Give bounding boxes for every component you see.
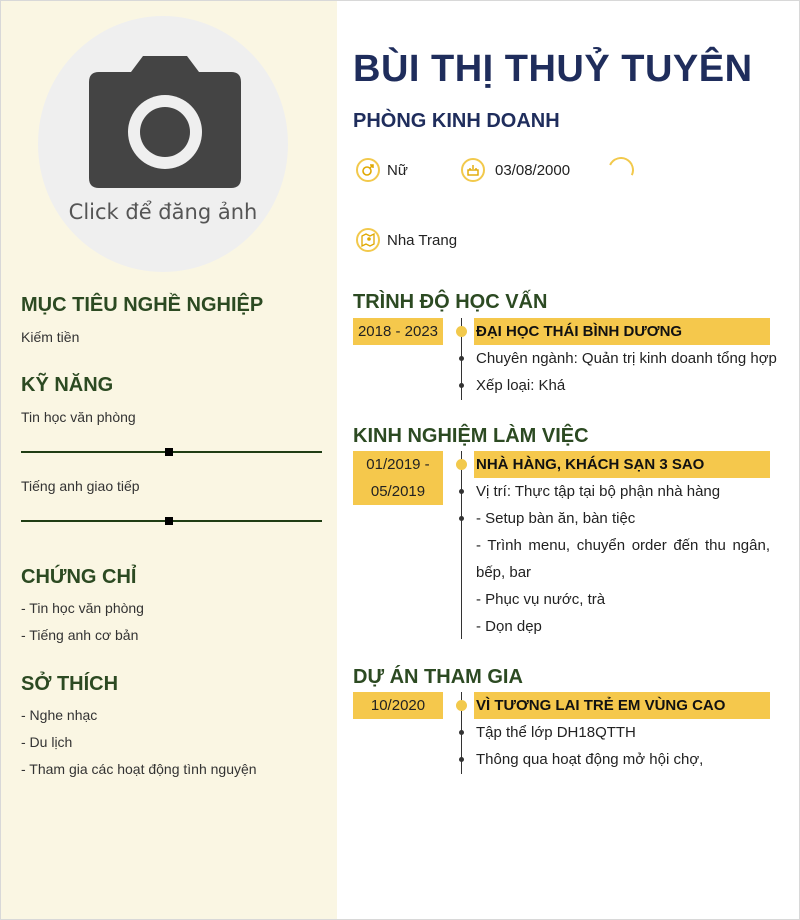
skill-level-bar: [21, 520, 322, 522]
timeline-marker: [456, 700, 467, 711]
certificates-heading: CHỨNG CHỈ: [21, 566, 137, 588]
project-detail: Thông qua hoạt động mở hội chợ,: [476, 751, 704, 768]
skill-level-knob[interactable]: [165, 448, 173, 456]
experience-heading: KINH NGHIỆM LÀM VIỆC: [353, 425, 589, 447]
timeline-marker: [456, 459, 467, 470]
birthday-value: 03/08/2000: [495, 162, 571, 179]
hobby-item: - Nghe nhạc: [21, 707, 98, 723]
upload-photo-label: Click để đăng ảnh: [68, 200, 258, 224]
experience-detail: - Trình menu, chuyển order đến thu ngân,: [476, 537, 770, 554]
project-title: VÌ TƯƠNG LAI TRẺ EM VÙNG CAO: [474, 692, 770, 719]
skill-level-bar: [21, 451, 322, 453]
experience-company: NHÀ HÀNG, KHÁCH SẠN 3 SAO: [474, 451, 770, 478]
experience-detail: bếp, bar: [476, 564, 532, 581]
experience-date: [353, 451, 443, 505]
phone-icon: [604, 153, 637, 186]
skill-label: Tin học văn phòng: [21, 409, 136, 425]
timeline-bullet: [459, 757, 464, 762]
skills-heading: KỸ NĂNG: [21, 374, 114, 396]
candidate-name: BÙI THỊ THUỶ TUYÊN: [353, 48, 753, 90]
avatar-upload[interactable]: [38, 16, 288, 272]
experience-detail: - Dọn dẹp: [476, 618, 542, 635]
objective-heading: MỤC TIÊU NGHỀ NGHIỆP: [21, 294, 264, 316]
timeline-bullet: [459, 356, 464, 361]
experience-detail: Vị trí: Thực tập tại bộ phận nhà hàng: [476, 483, 721, 500]
location-map-icon: [356, 228, 380, 252]
certificate-item: - Tin học văn phòng: [21, 600, 144, 616]
education-school: ĐẠI HỌC THÁI BÌNH DƯƠNG: [474, 318, 770, 345]
hobby-item: - Du lịch: [21, 734, 73, 750]
project-date: 10/2020: [353, 692, 443, 719]
objective-text: Kiếm tiền: [21, 329, 80, 345]
education-heading: TRÌNH ĐỘ HỌC VẤN: [353, 291, 548, 313]
education-date: 2018 - 2023: [353, 318, 443, 345]
certificate-item: - Tiếng anh cơ bản: [21, 627, 139, 643]
timeline-bullet: [459, 516, 464, 521]
education-detail: Chuyên ngành: Quản trị kinh doanh tổng hợp: [476, 350, 777, 367]
timeline-bullet: [459, 730, 464, 735]
timeline-bullet: [459, 383, 464, 388]
department-title: PHÒNG KINH DOANH: [353, 110, 560, 132]
camera-icon: [87, 54, 243, 188]
skill-level-knob[interactable]: [165, 517, 173, 525]
birthday-cake-icon: [461, 158, 485, 182]
experience-date-end: 05/2019: [370, 483, 426, 500]
gender-value: Nữ: [387, 162, 408, 179]
location-value: Nha Trang: [387, 232, 458, 249]
timeline-bullet: [459, 489, 464, 494]
timeline-marker: [456, 326, 467, 337]
gender-icon: [356, 158, 380, 182]
experience-detail: - Setup bàn ăn, bàn tiệc: [476, 510, 636, 527]
experience-date-start: 01/2019 -: [366, 456, 430, 473]
skill-label: Tiếng anh giao tiếp: [21, 478, 140, 494]
education-detail: Xếp loại: Khá: [476, 377, 566, 394]
project-detail: Tập thể lớp DH18QTTH: [476, 724, 636, 741]
experience-detail: - Phục vụ nước, trà: [476, 591, 606, 608]
projects-heading: DỰ ÁN THAM GIA: [353, 666, 523, 688]
timeline-line: [461, 451, 462, 639]
hobby-item: - Tham gia các hoạt động tình nguyện: [21, 761, 257, 777]
hobbies-heading: SỞ THÍCH: [21, 673, 119, 695]
